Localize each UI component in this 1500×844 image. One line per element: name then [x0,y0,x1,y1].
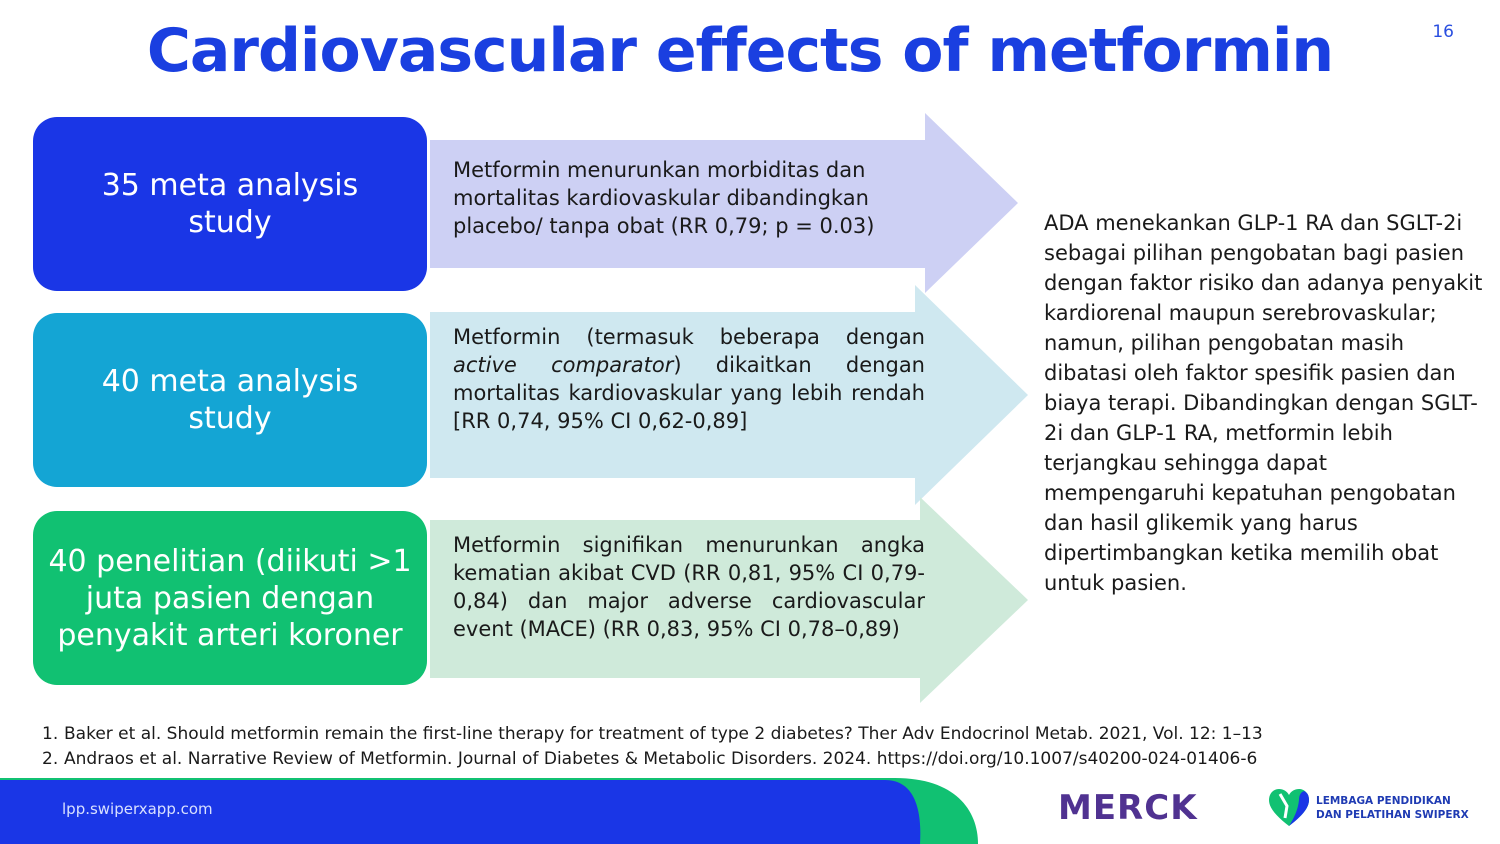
arrow-1-text [453,156,925,240]
arrow-2-text-italic: active comparator [453,353,674,377]
study-box-3 [33,511,427,685]
study-box-2-line-2: study [188,401,272,436]
lpp-logo-text [1316,794,1469,822]
study-box-3-line-1: 40 penelitian (diikuti >1 [48,543,412,579]
study-box-2 [33,313,427,487]
lpp-logo-line-1: LEMBAGA PENDIDIKAN [1316,795,1451,807]
reference-item [42,747,1482,772]
arrow-2-text [453,323,925,435]
arrow-2-text-part-3: ) dikaitkan dengan mortalitas kardiovaskular yang lebih rendah [RR 0,74, 95% CI 0,62-0,89] [453,353,925,433]
merck-logo: MERCK [1058,788,1198,828]
study-box-3-line-3: penyakit arteri koroner [57,617,403,653]
reference-number: 1. [42,724,59,744]
side-summary-text: ADA menekankan GLP-1 RA dan SGLT-2i sebagai pilihan pengobatan bagi pasien dengan faktor risiko dan adanya penyakit kardiorenal maupun serebrovaskular; namun, pilihan pengobatan masih dibatasi oleh faktor spesifik pasien dan biaya terapi. Dibandingkan dengan SGLT-2i dan GLP-1 RA, metformin lebih terjangkau sehingga dapat mempengaruhi kepatuhan pengobatan dan hasil glikemik yang harus dipertimbangkan ketika memilih obat untuk pasien. [1044,211,1483,595]
reference-number: 2. [42,749,59,769]
slide-title: Cardiovascular effects of metformin [146,16,1334,86]
study-box-3-line-2: juta pasien dengan [85,580,375,616]
footer-url[interactable]: lpp.swiperxapp.com [62,800,213,818]
heart-icon [1268,788,1310,828]
reference-item [42,722,1482,747]
lpp-logo-line-2: DAN PELATIHAN SWIPERX [1316,809,1469,821]
page-number: 16 [1432,22,1454,42]
reference-text: Baker et al. Should metformin remain the first-line therapy for treatment of type 2 diabetes? Ther Adv Endocrinol Metab. 2021, Vol. 12: 1–13 [64,724,1263,744]
arrow-1-text-part: Metformin menurunkan morbiditas dan mortalitas kardiovaskular dibandingkan placebo/ tanpa obat (RR 0,79; p = 0.03) [453,158,875,238]
arrow-2-text-part-1: Metformin (termasuk beberapa dengan [453,325,925,349]
study-box-1 [33,117,427,291]
lpp-swiperx-logo [1268,788,1469,828]
reference-list [42,722,1482,772]
arrow-3-text [453,531,925,643]
study-box-2-line-1: 40 meta analysis [101,364,359,399]
reference-text: Andraos et al. Narrative Review of Metformin. Journal of Diabetes & Metabolic Disorders. 2024. https://doi.org/10.1007/s40200-024-01406-6 [64,749,1258,769]
study-box-1-line-2: study [188,205,272,240]
arrow-3-text-part: Metformin signifikan menurunkan angka kematian akibat CVD (RR 0,81, 95% CI 0,79-0,84) dan major adverse cardiovascular event (MACE) (RR 0,83, 95% CI 0,78–0,89) [453,533,925,641]
study-box-1-line-1: 35 meta analysis [101,168,359,203]
